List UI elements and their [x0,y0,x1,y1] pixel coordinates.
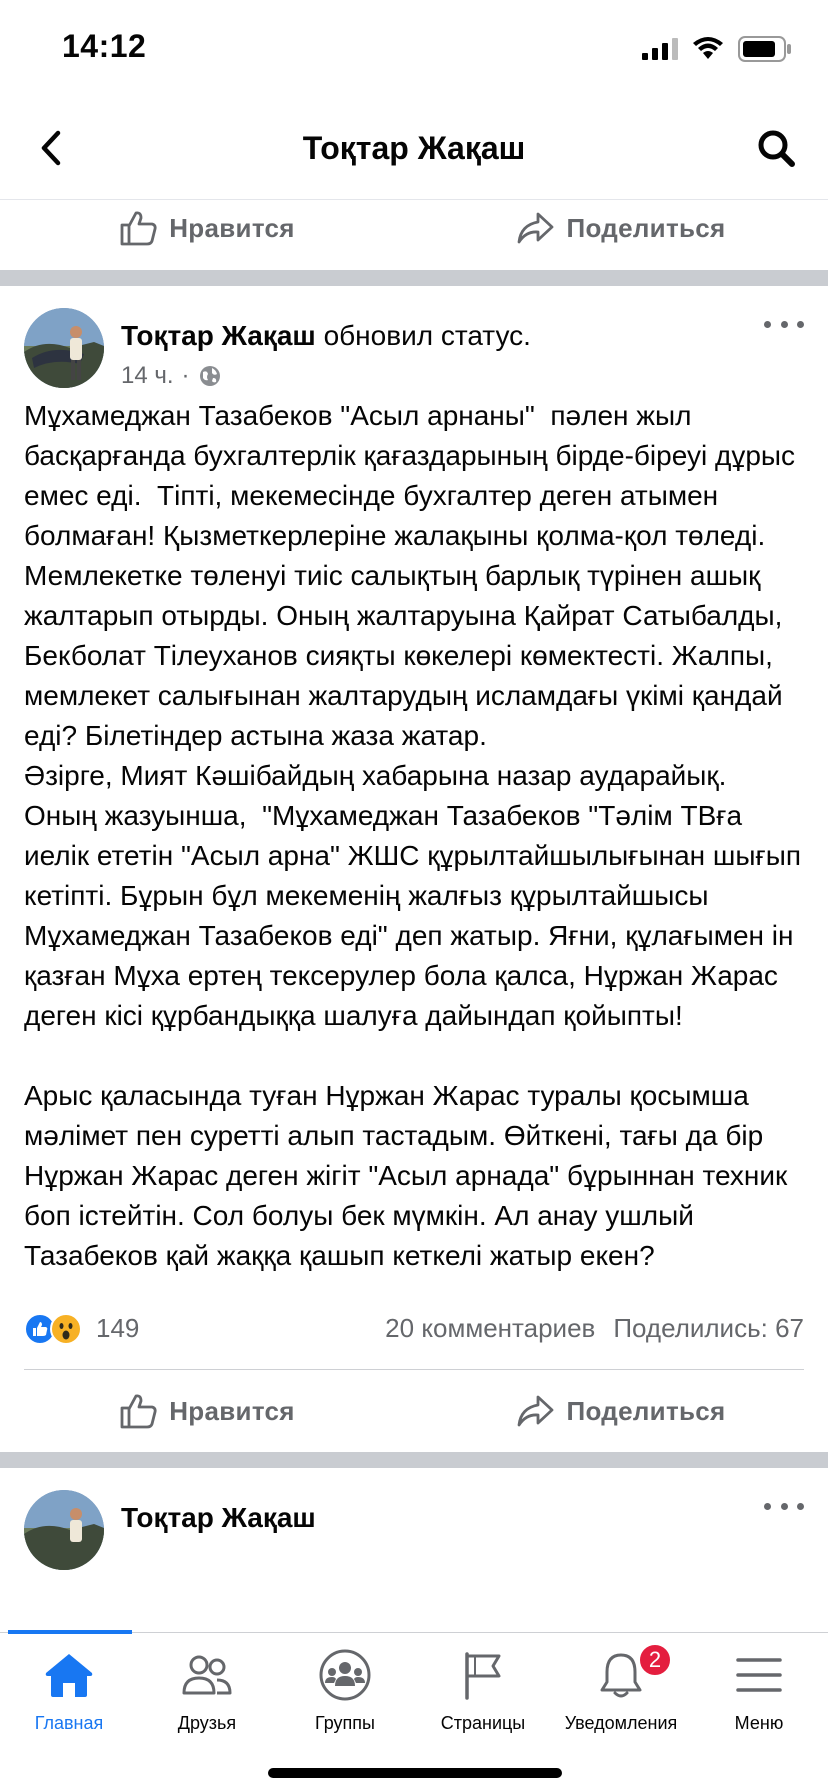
more-dot [781,1503,788,1510]
reaction-count: 149 [96,1313,140,1343]
thumbs-up-icon [119,1393,157,1429]
post-body: Мұхамеджан Тазабеков "Асыл арнаны" пәлен жыл басқарғанда бухгалтерлік қағаздарының бірде-біреуі дұрыс емес еді. Тіпті, мекемесінде бухгалтер деген атымен болмаған! Қызметкерлеріне жалақыны қолма-қол төледі. Мемлекетке төленуі тиіс салықтың барлық түрінен ашық жалтарып отырды. Оның жалтаруына Қайрат Сатыбалды, Бекболат Тілеуханов сияқты көкелері көмектесті. Жалпы, мемлекет салығынан жалтарудың исламдағы үкімі қандай еді? Білетіндер астына жаза жатар. Әзірге, Мият Кәшібайдың хабарына назар аударайық. Оның жазуынша, "Мұхамеджан Тазабеков "Тәлім ТВға иелік ететін "Асыл арна" ЖШС құрылтайшылығынан шығып кетіпті. Бұрын бұл мекеменің жалғыз құрылтайшысы Мұхамеджан Тазабеков еді" деп жатыр. Яғни, құлағымен ін қазған Мұха ертең тексерулер бола қалса, Нұржан Жарас деген кісі құрбандыққа шалуға дайындап қойыпты! Арыс қаласында туған Нұржан Жарас туралы қосымша мәлімет пен суретті алып тастадым. Өйткені, тағы да бір Нұржан Жарас деген жігіт "Асыл арнада" бұрыннан техник боп істейтін. Сол болуы бек мүмкін. Ал анау ушлый Тазабеков қай жаққа қашып кеткелі жатыр екен? [24,400,801,1271]
like-button[interactable] [0,1370,414,1452]
tab-label: Группы [315,1713,375,1733]
post-more-button[interactable] [764,1496,804,1516]
share-arrow-icon [516,211,554,245]
page-title: Тоқтар Жақаш [302,130,526,166]
search-button[interactable] [752,124,800,172]
status-icons [642,36,792,62]
tab-pages[interactable] [414,1633,552,1753]
tab-label: Уведомления [564,1713,678,1733]
cellular-signal-icon [642,38,678,60]
tab-home[interactable] [0,1633,138,1753]
menu-icon [735,1655,783,1695]
home-icon [43,1651,95,1699]
status-bar [0,0,828,96]
feed[interactable] [0,200,828,1632]
like-label: Нравится [169,1395,295,1426]
post-meta [121,362,222,390]
share-label: Поделиться [566,1395,726,1426]
share-arrow-icon [516,1394,554,1428]
tab-menu[interactable] [690,1633,828,1753]
post-engagement [385,1313,804,1344]
like-button[interactable] [0,200,414,256]
post-author-line [121,1502,316,1534]
share-label: Поделиться [566,212,726,243]
tab-label: Страницы [440,1713,526,1733]
share-button[interactable] [414,1370,828,1452]
thumbs-up-icon [119,210,157,246]
previous-post-actions [0,200,828,256]
avatar-photo [24,1490,104,1570]
post-actions [0,1370,828,1452]
battery-icon [738,36,792,62]
post [0,286,828,1452]
next-post-header [0,1468,828,1578]
next-post [0,1468,828,1578]
tab-label: Друзья [177,1713,237,1733]
home-indicator[interactable] [268,1768,562,1778]
post-stats [24,1288,804,1370]
notification-badge: 2 [638,1643,672,1677]
post-divider [0,1452,828,1468]
bottom-tab-bar [0,1632,828,1792]
groups-icon [318,1648,372,1702]
profile-header [0,96,828,200]
post-more-button[interactable] [764,314,804,334]
tab-groups[interactable] [276,1633,414,1753]
like-label: Нравится [169,212,295,243]
tab-label: Главная [34,1713,104,1733]
more-dot [764,1503,771,1510]
post-header [0,286,828,396]
comment-count[interactable]: 20 комментариев [385,1313,596,1343]
avatar-photo [24,308,104,388]
post-author-name[interactable]: Тоқтар Жақаш [121,1502,316,1533]
post-author-line [121,320,531,352]
wifi-icon [692,37,724,61]
wow-reaction-icon [50,1313,82,1345]
share-count[interactable]: Поделились: 67 [613,1313,804,1343]
search-icon [756,128,796,168]
reaction-summary[interactable] [24,1313,139,1345]
status-time: 14:12 [62,28,147,64]
post-author-name[interactable]: Тоқтар Жақаш [121,320,316,351]
post-action-text: обновил статус. [323,320,531,351]
meta-separator: · [181,362,190,389]
more-dot [797,321,804,328]
tab-label: Меню [734,1713,784,1733]
avatar[interactable] [24,1490,104,1570]
tab-notifications[interactable] [552,1633,690,1753]
globe-icon [198,364,222,388]
post-divider [0,270,828,286]
post-timestamp[interactable]: 14 ч. [121,362,174,389]
share-button[interactable] [414,200,828,256]
avatar[interactable] [24,308,104,388]
friends-icon [181,1653,233,1697]
more-dot [764,321,771,328]
pages-flag-icon [461,1650,505,1700]
more-dot [781,321,788,328]
tab-friends[interactable] [138,1633,276,1753]
more-dot [797,1503,804,1510]
